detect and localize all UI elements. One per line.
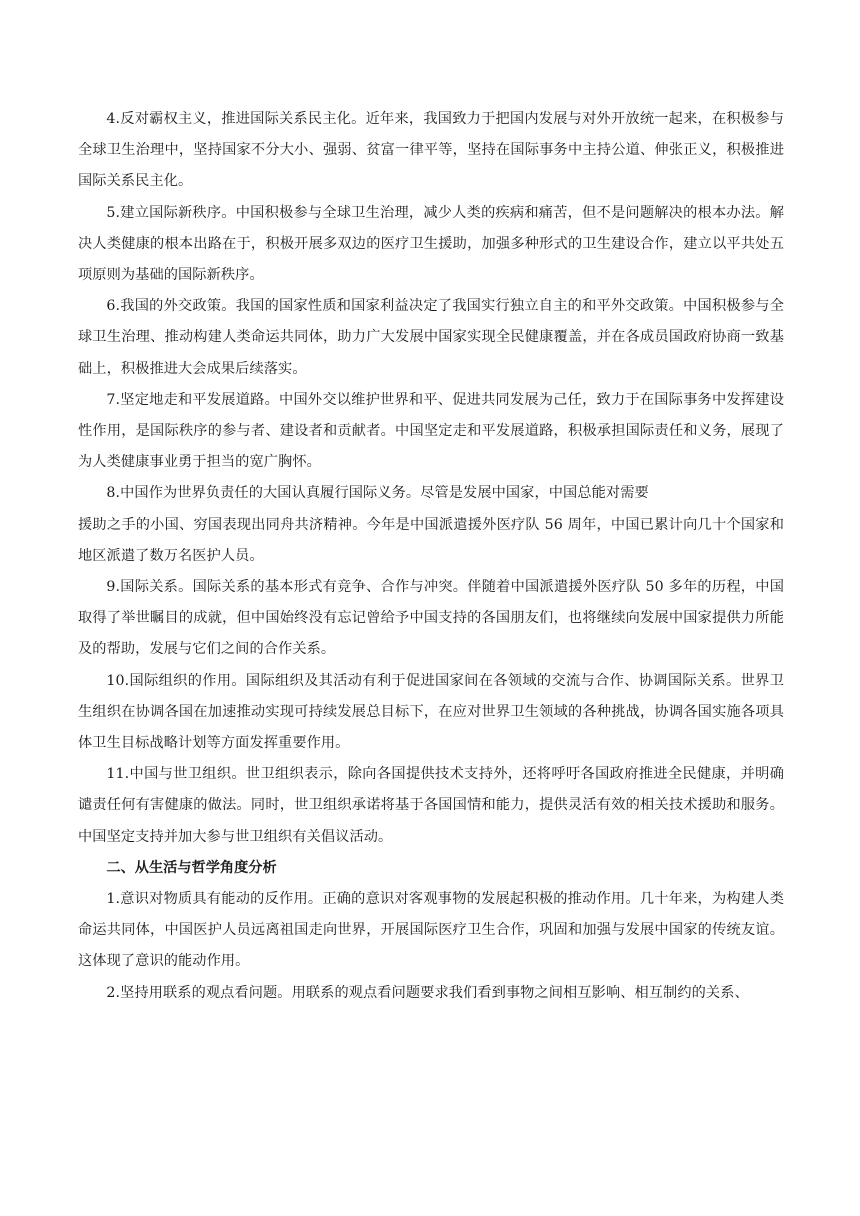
paragraph-8-rest: 援助之手的小国、穷国表现出同舟共济精神。今年是中国派遣援外医疗队 56 周年，中国已累计向几十个国家和地区派遣了数万名医护人员。 [78,516,784,564]
paragraph-11: 11.中国与世卫组织。世卫组织表示，除向各国提供技术支持外，还将呼吁各国政府推进全民健康，并明确谴责任何有害健康的做法。同时，世卫组织承诺将基于各国国情和能力，提供灵活有效的相关技术援助和服务。中国坚定支持并加大参与世卫组织有关倡议活动。 [78,766,784,845]
paragraph-10: 10.国际组织的作用。国际组织及其活动有利于促进国家间在各领域的交流与合作、协调国际关系。世界卫生组织在协调各国在加速推动实现可持续发展总目标下，在应对世界卫生领域的各种挑战，协调各国实施各项具体卫生目标战略计划等方面发挥重要作用。 [78,672,784,752]
paragraph-8-line-1: 8.中国作为世界负责任的大国认真履行国际义务。尽管是发展中国家，中国总能对需要 [106,485,649,502]
section-heading: 二、从生活与哲学角度分析 [106,859,277,876]
paragraph-7: 7.坚定地走和平发展道路。中国外交以维护世界和平、促进共同发展为己任，致力于在国际事务中发挥建设性作用，是国际秩序的参与者、建设者和贡献者。中国坚定走和平发展道路，积极承担国际责任和义务，展现了为人类健康事业勇于担当的宽广胸怀。 [78,391,784,471]
paragraph-9: 9.国际关系。国际关系的基本形式有竞争、合作与冲突。伴随着中国派遣援外医疗队 50 多年的历程，中国取得了举世瞩目的成就，但中国始终没有忘记曾给予中国支持的各国朋友们，也将继续向发展中国家提供力所能及的帮助，发展与它们之间的合作关系。 [78,579,784,658]
paragraph-6: 6.我国的外交政策。我国的国家性质和国家利益决定了我国实行独立自主的和平外交政策。中国积极参与全球卫生治理、推动构建人类命运共同体，助力广大发展中国家实现全民健康覆盖，并在各成员国政府协商一致基础上，积极推进大会成果后续落实。 [78,298,784,377]
paragraph-5: 5.建立国际新秩序。中国积极参与全球卫生治理，减少人类的疾病和痛苦，但不是问题解决的根本办法。解决人类健康的根本出路在于，积极开展多双边的医疗卫生援助，加强多种形式的卫生建设合作，建立以平共处五项原则为基础的国际新秩序。 [78,204,784,284]
paragraph-c1: 1.意识对物质具有能动的反作用。正确的意识对客观事物的发展起积极的推动作用。几十年来，为构建人类命运共同体，中国医护人员远离祖国走向世界，开展国际医疗卫生合作，巩固和加强与发展中国家的传统友谊。这体现了意识的能动作用。 [78,891,784,970]
paragraph-8 [78,478,784,572]
paragraph-c2: 2.坚持用联系的观点看问题。用联系的观点看问题要求我们看到事物之间相互影响、相互制约的关系、 [106,984,749,1001]
paragraph-4: 4.反对霸权主义，推进国际关系民主化。近年来，我国致力于把国内发展与对外开放统一起来，在积极参与全球卫生治理中，坚持国家不分大小、强弱、贫富一律平等，坚持在国际事务中主持公道、伸张正义，积极推进国际关系民主化。 [78,111,784,190]
